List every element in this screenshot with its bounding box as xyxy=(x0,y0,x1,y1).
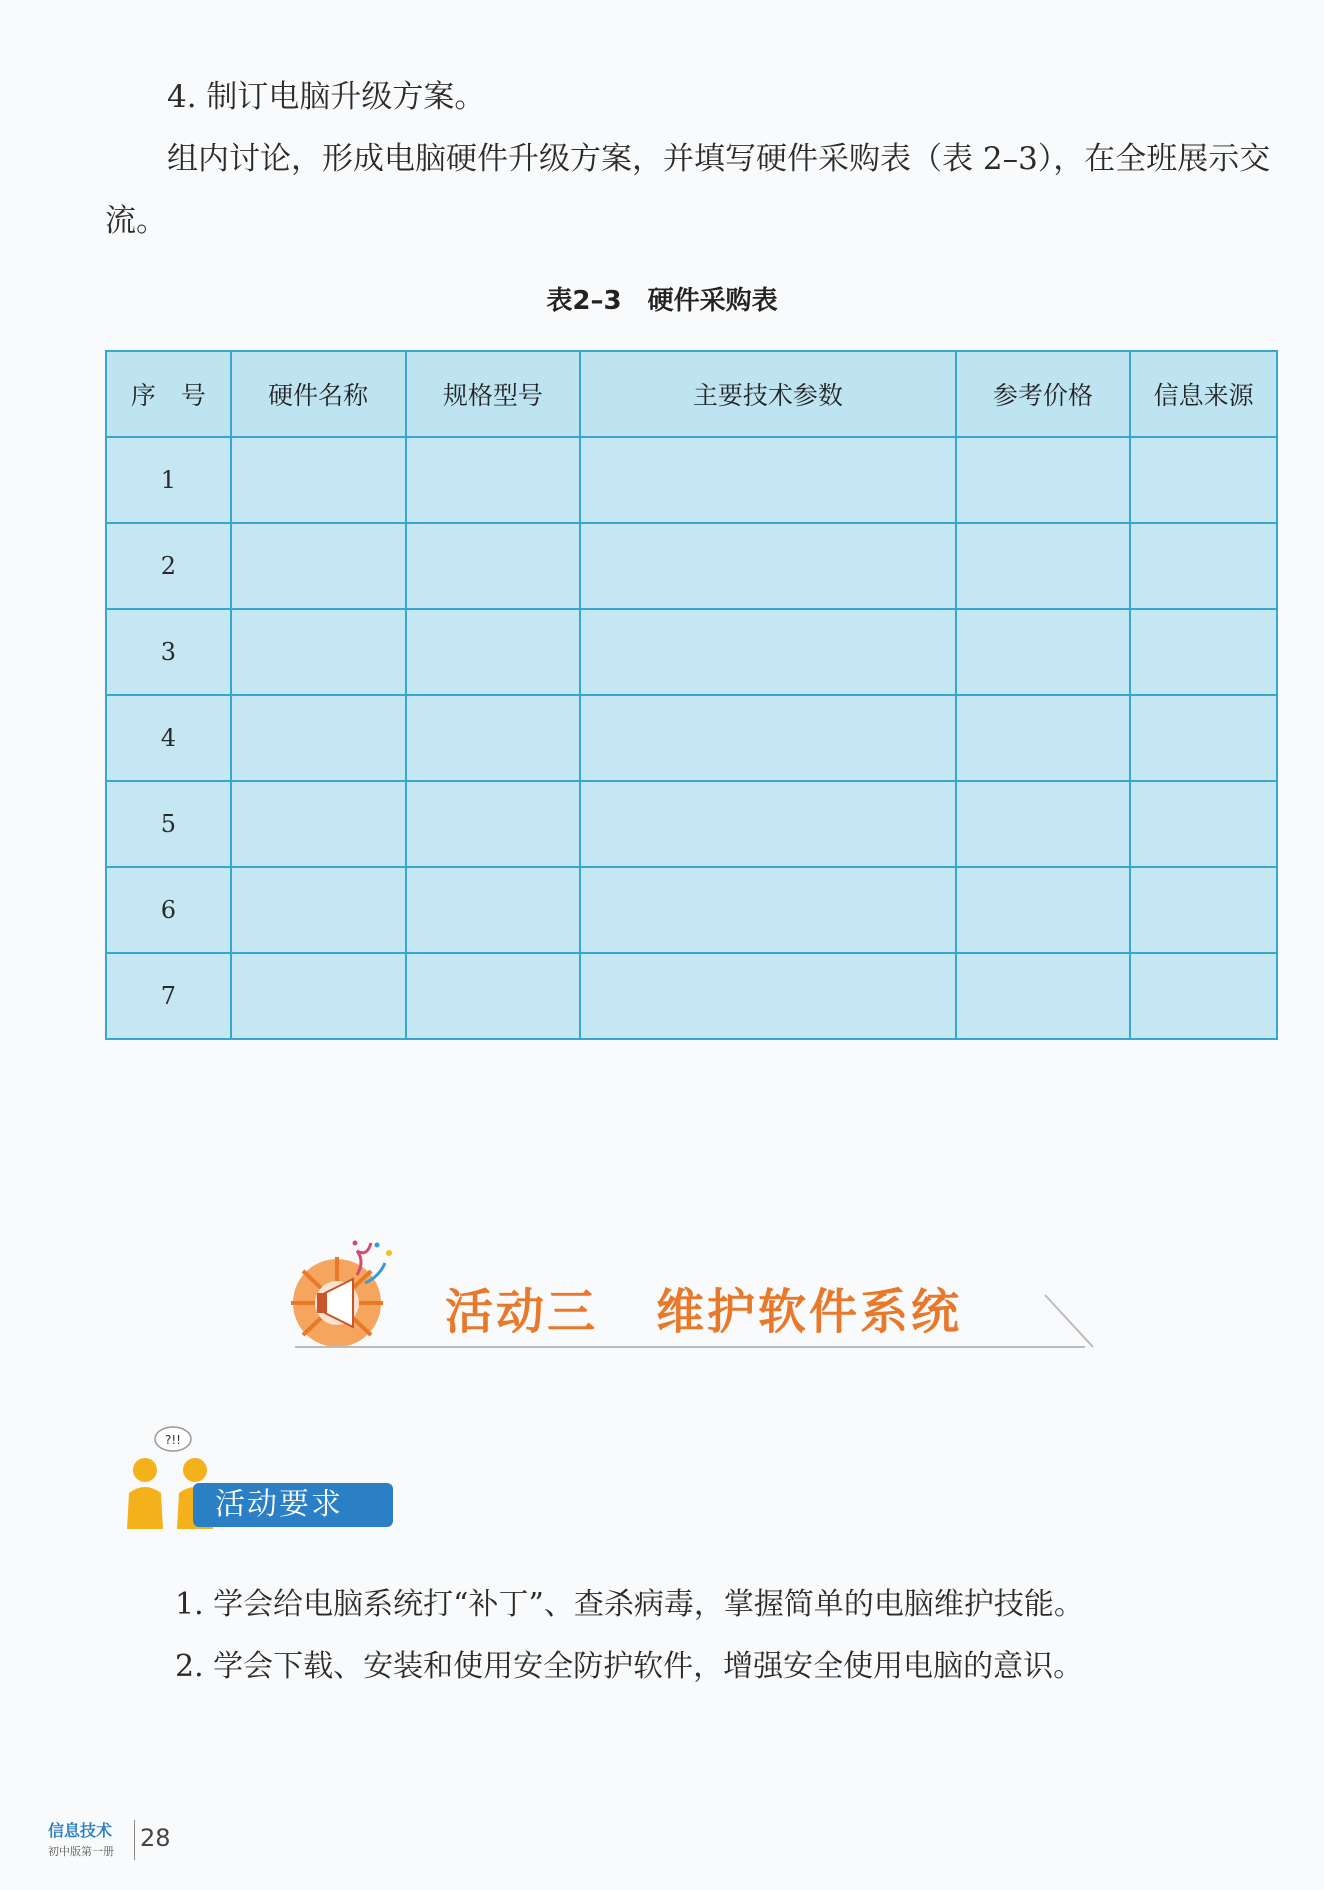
table-row xyxy=(106,523,1277,609)
model-cell[interactable] xyxy=(406,695,581,781)
megaphone-icon xyxy=(291,1241,392,1348)
price-cell[interactable] xyxy=(956,953,1131,1039)
row-number: 4 xyxy=(106,695,231,781)
tech-params-cell[interactable] xyxy=(580,867,955,953)
row-number: 5 xyxy=(106,781,231,867)
hardware-name-cell[interactable] xyxy=(231,867,406,953)
model-cell[interactable] xyxy=(406,437,581,523)
price-cell[interactable] xyxy=(956,437,1131,523)
source-cell[interactable] xyxy=(1130,781,1277,867)
banner-tail xyxy=(1045,1295,1093,1347)
requirements-list xyxy=(175,1574,1275,1698)
requirement-item-1: 1. 学会给电脑系统打“补丁”、查杀病毒，掌握简单的电脑维护技能。 xyxy=(175,1587,1084,1622)
activity-banner xyxy=(285,1235,1105,1350)
row-number: 7 xyxy=(106,953,231,1039)
tech-params-cell[interactable] xyxy=(580,695,955,781)
header-source: 信息来源 xyxy=(1130,351,1277,437)
hardware-name-cell[interactable] xyxy=(231,953,406,1039)
source-cell[interactable] xyxy=(1130,695,1277,781)
row-number: 6 xyxy=(106,867,231,953)
table-row xyxy=(106,437,1277,523)
source-cell[interactable] xyxy=(1130,867,1277,953)
model-cell[interactable] xyxy=(406,867,581,953)
model-cell[interactable] xyxy=(406,781,581,867)
table-row xyxy=(106,695,1277,781)
source-cell[interactable] xyxy=(1130,953,1277,1039)
row-number: 1 xyxy=(106,437,231,523)
source-cell[interactable] xyxy=(1130,523,1277,609)
hardware-name-cell[interactable] xyxy=(231,437,406,523)
discussion-paragraph: 组内讨论，形成电脑硬件升级方案，并填写硬件采购表（表 2–3），在全班展示交流。 xyxy=(105,141,1271,239)
hardware-purchase-table xyxy=(105,350,1278,1040)
table-row xyxy=(106,609,1277,695)
header-price: 参考价格 xyxy=(956,351,1131,437)
step-4-heading: 4. 制订电脑升级方案。 xyxy=(167,79,486,115)
model-cell[interactable] xyxy=(406,523,581,609)
footer-edition: 初中版第一册 xyxy=(48,1845,114,1858)
table-row xyxy=(106,867,1277,953)
hardware-name-cell[interactable] xyxy=(231,609,406,695)
price-cell[interactable] xyxy=(956,695,1131,781)
requirement-item-2: 2. 学会下载、安装和使用安全防护软件，增强安全使用电脑的意识。 xyxy=(175,1649,1084,1684)
price-cell[interactable] xyxy=(956,781,1131,867)
footer-divider xyxy=(134,1820,135,1860)
table-header-row xyxy=(106,351,1277,437)
source-cell[interactable] xyxy=(1130,437,1277,523)
hardware-name-cell[interactable] xyxy=(231,695,406,781)
table-caption: 表2–3 硬件采购表 xyxy=(546,286,778,316)
model-cell[interactable] xyxy=(406,609,581,695)
footer-book-title: 信息技术 xyxy=(48,1821,113,1840)
tech-params-cell[interactable] xyxy=(580,953,955,1039)
row-number: 3 xyxy=(106,609,231,695)
row-number: 2 xyxy=(106,523,231,609)
hardware-name-cell[interactable] xyxy=(231,781,406,867)
price-cell[interactable] xyxy=(956,867,1131,953)
tech-params-cell[interactable] xyxy=(580,523,955,609)
model-cell[interactable] xyxy=(406,953,581,1039)
page-footer xyxy=(48,1820,248,1870)
bubble-text: ?!! xyxy=(165,1433,181,1447)
hardware-name-cell[interactable] xyxy=(231,523,406,609)
activity-number: 活动三 xyxy=(445,1284,599,1340)
table-row xyxy=(106,953,1277,1039)
price-cell[interactable] xyxy=(956,523,1131,609)
table-row xyxy=(106,781,1277,867)
requirements-label: 活动要求 xyxy=(193,1483,393,1527)
header-tech-params: 主要技术参数 xyxy=(580,351,955,437)
activity-name: 维护软件系统 xyxy=(656,1284,963,1340)
header-serial: 序 号 xyxy=(106,351,231,437)
price-cell[interactable] xyxy=(956,609,1131,695)
page-number: 28 xyxy=(140,1824,171,1852)
header-model: 规格型号 xyxy=(406,351,581,437)
tech-params-cell[interactable] xyxy=(580,609,955,695)
requirements-badge xyxy=(105,1425,395,1530)
activity-title xyxy=(445,1273,962,1342)
source-cell[interactable] xyxy=(1130,609,1277,695)
tech-params-cell[interactable] xyxy=(580,437,955,523)
tech-params-cell[interactable] xyxy=(580,781,955,867)
header-hardware-name: 硬件名称 xyxy=(231,351,406,437)
